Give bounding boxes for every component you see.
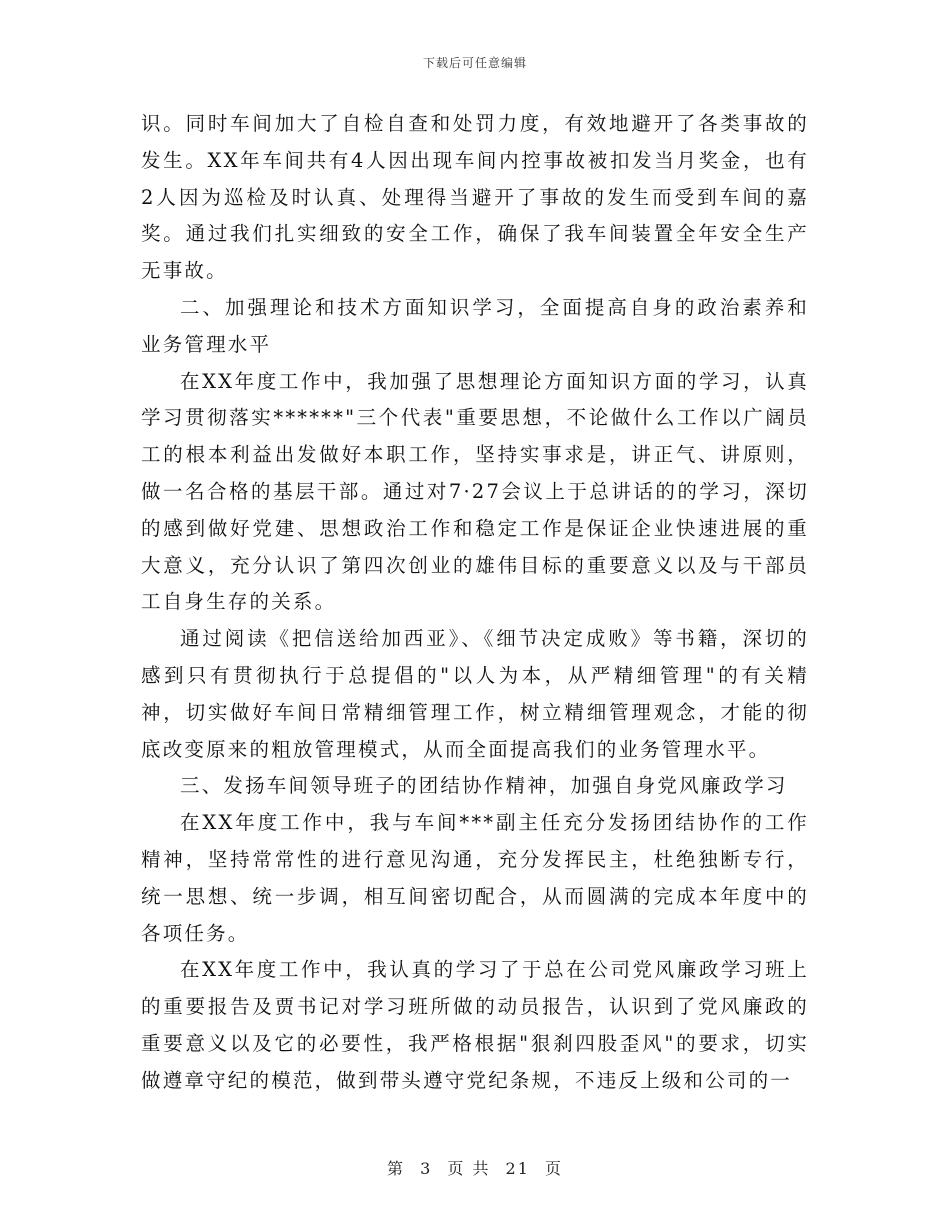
section-heading-3: 三、发扬车间领导班子的团结协作精神，加强自身党风廉政学习 [180,774,788,798]
footer-prefix: 第 [386,1159,405,1178]
page-header: 下载后可任意编辑 [422,56,527,70]
footer-total-pages: 21 [505,1159,530,1178]
section-heading-2: 二、加强理论和技术方面知识学习，全面提高自身的政治素养和业务管理水平 [141,295,809,356]
paragraph-4: 在XX年度工作中，我与车间***副主任充分发扬团结协作的工作精神，坚持常常性的进行意见沟通，充分发挥民主，杜绝独断专行，统一思想、统一步调，相互间密切配合，从而圆满的完成本年度中的各项任务。 [141,811,809,945]
paragraph-1: 识。同时车间加大了自检自查和处罚力度，有效地避开了各类事故的发生。XX年车间共有4人因出现车间内控事故被扣发当月奖金，也有2人因为巡检及时认真、处理得当避开了事故的发生而受到车间的嘉奖。通过我们扎实细致的安全工作，确保了我车间装置全年安全生产无事故。 [141,112,809,283]
footer-suffix: 页 [545,1159,564,1178]
paragraph-2: 在XX年度工作中，我加强了思想理论方面知识方面的学习，认真学习贯彻落实******"三个代表"重要思想，不论做什么工作以广阔员工的根本利益出发做好本职工作，坚持实事求是，讲正气、讲原则，做一名合格的基层干部。通过对7·27会议上于总讲话的的学习，深切的感到做好党建、思想政治工作和稳定工作是保证企业快速进展的重大意义，充分认识了第四次创业的雄伟目标的重要意义以及与干部员工自身生存的关系。 [141,369,809,614]
footer-middle: 页 共 [447,1159,491,1178]
paragraph-3: 通过阅读《把信送给加西亚》、《细节决定成败》等书籍，深切的感到只有贯彻执行于总提倡的"以人为本，从严精细管理"的有关精神，切实做好车间日常精细管理工作，树立精细管理观念，才能的彻底改变原来的粗放管理模式，从而全面提高我们的业务管理水平。 [141,627,809,761]
page-footer [0,1156,950,1179]
paragraph-5: 在XX年度工作中，我认真的学习了于总在公司党风廉政学习班上的重要报告及贾书记对学习班所做的动员报告，认识到了党风廉政的重要意义以及它的必要性，我严格根据"狠刹四股歪风"的要求，切实做遵章守纪的模范，做到带头遵守党纪条规，不违反上级和公司的一 [141,958,809,1092]
footer-page-number: 3 [420,1159,433,1178]
document-body [141,106,809,1100]
